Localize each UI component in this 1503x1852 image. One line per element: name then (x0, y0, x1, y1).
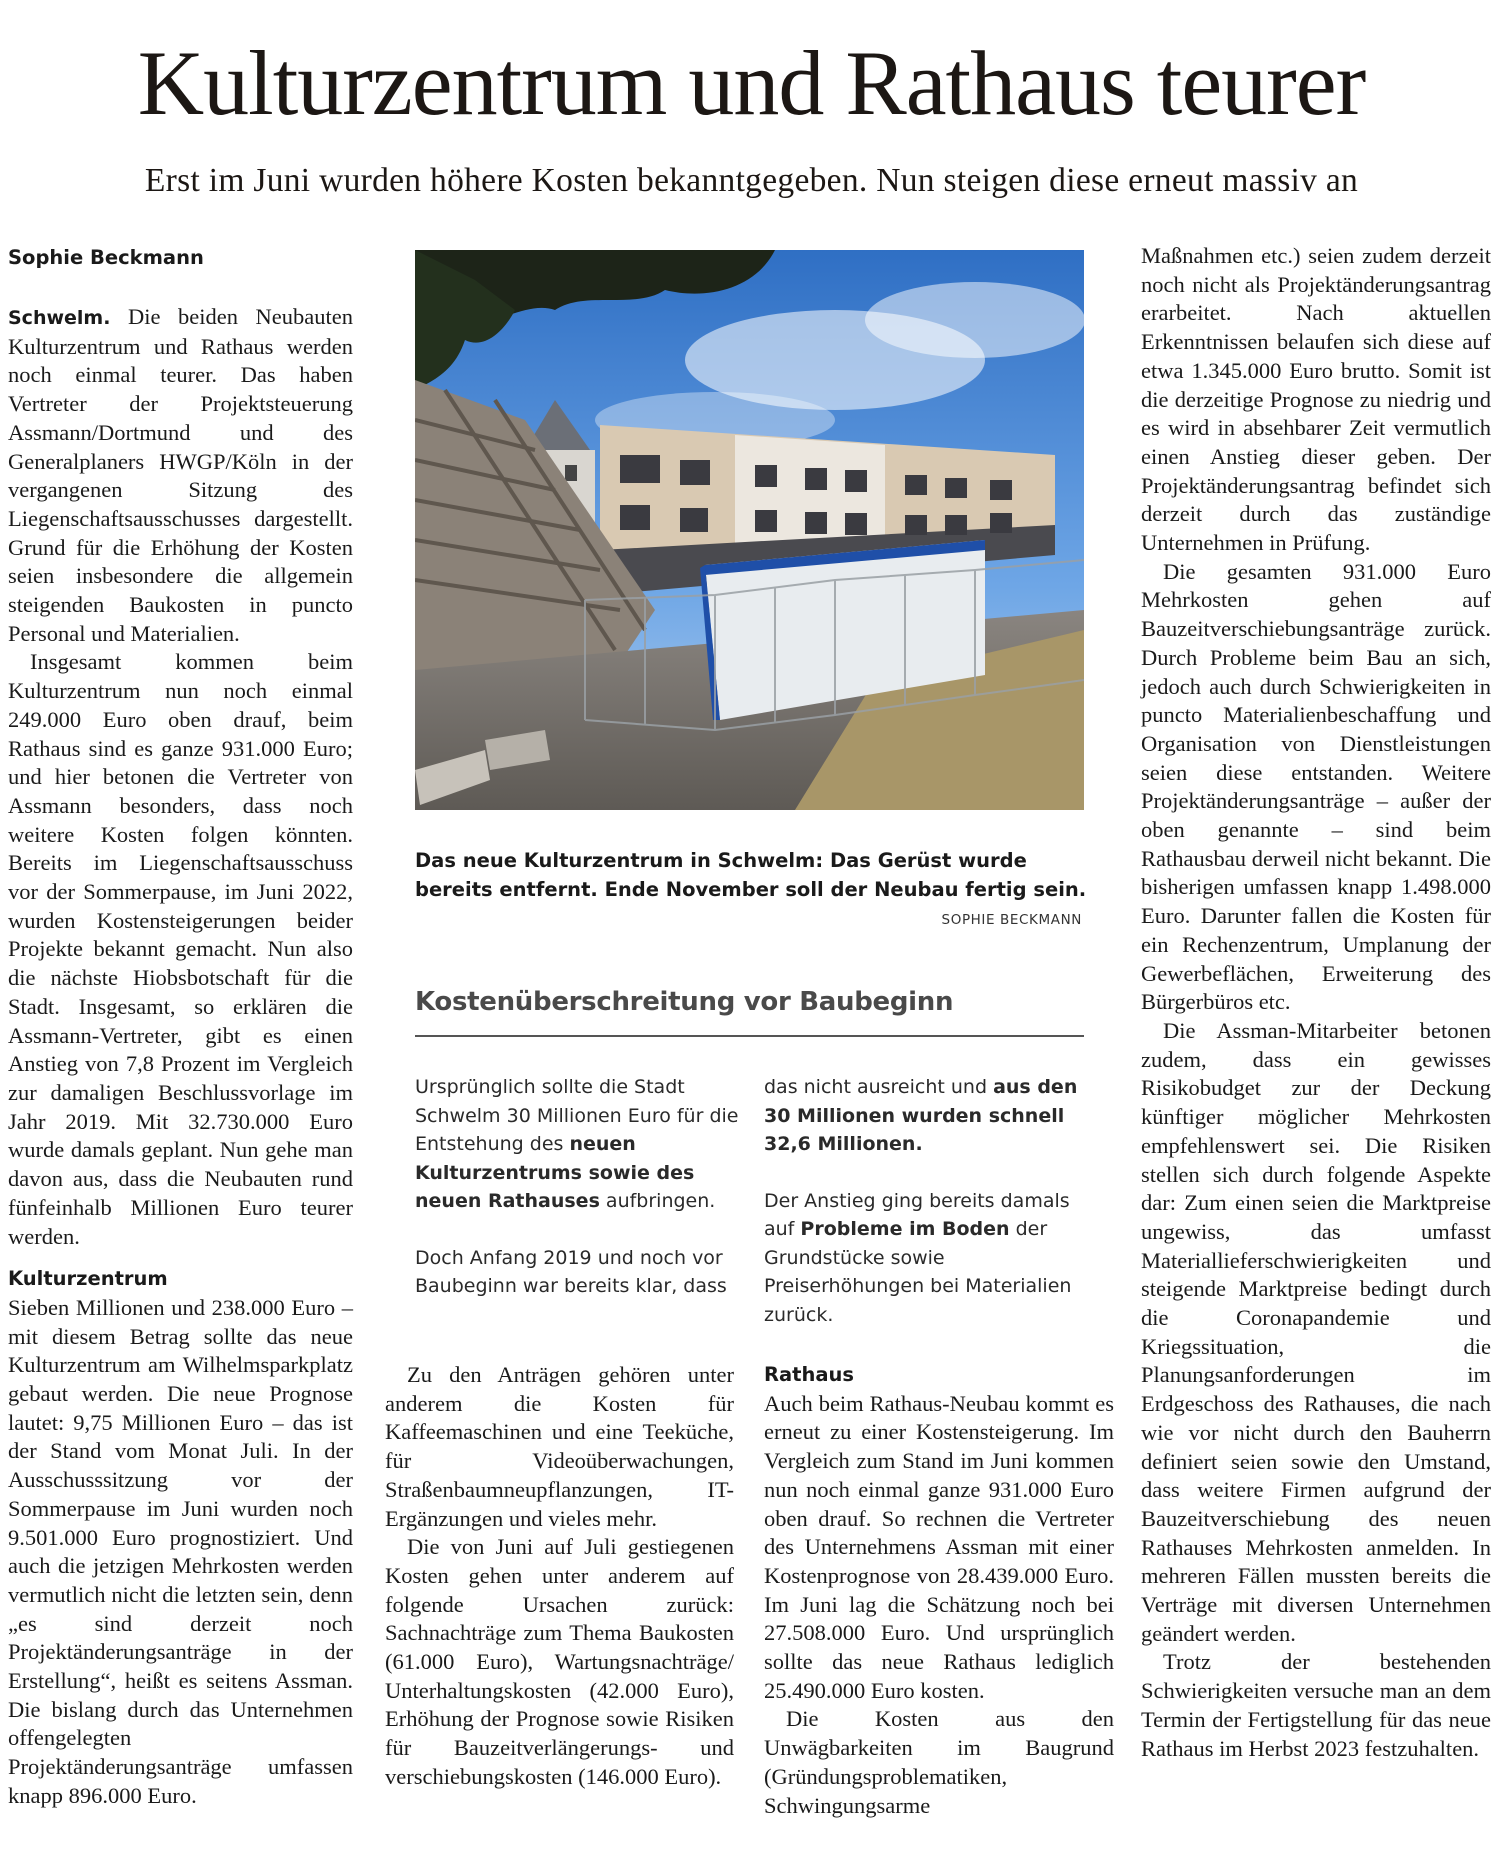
paragraph: Trotz der bestehenden Schwierigkeiten versuche man an dem Termin der Fertigstellung für das neue Rathaus im Herbst 2023 festzuhalten. (1141, 1649, 1491, 1761)
paragraph: Sieben Millionen und 238.000 Euro – mit diesem Betrag sollte das neue Kulturzentrum am Wilhelmsparkplatz gebaut werden. Die neue Prognose lautet: 9,75 Millionen Euro – das ist der Stand vom Monat Juli. In der Ausschusssitzung vor der Sommerpause im Juni wurden noch 9.501.000 Euro prognostiziert. Und auch die jetzigen Mehrkosten werden vermutlich nicht die letzten sein, denn „es sind derzeit noch Projektänderungsanträge in der Erstellung“, heißt es seitens Assman. Die bislang durch das Unternehmen offengelegten Projektänderungsanträge umfassen knapp 896.000 Euro. (8, 1294, 353, 1808)
infobox-paragraph: Doch Anfang 2019 und noch vor Baubeginn war bereits klar, dass (415, 1246, 727, 1297)
paragraph: Die von Juni auf Juli gestiegenen Kosten gehen unter anderem auf folgende Ursachen zurück: Sachnachträge zum Thema Baukosten (61.000 Euro), Wartungsnachträge/ Unterhaltungskosten (42.000 Euro), Erhöhung der Prognose sowie Risiken für Bauzeitverlängerungs- und verschiebungskosten (146.000 Euro). (385, 1534, 734, 1789)
construction-photo (415, 250, 1084, 810)
infobox-column-left (415, 1073, 745, 1329)
photo-credit: SOPHIE BECKMANN (941, 912, 1082, 928)
paragraph: Die Assman-Mitarbeiter betonen zudem, dass ein gewisses Risikobudget zur der Deckung künftiger möglicher Mehrkosten empfehlenswert sei. Die Risiken stellen sich durch folgende Aspekte dar: Zum einen seien die Marktpreise ungewiss, das umfasst Materiallieferschwierigkeiten und steigende Marktpreise bedingt durch die Coronapandemie und Kriegssituation, die Planungsanforderungen im Erdgeschoss des Rathauses, die nach wie vor nicht durch den Bauherrn definiert seien sowie den Umstand, dass weitere Firmen aufgrund der Bauzeitverschiebung des neuen Rathauses Mehrkosten anmelden. In mehreren Fällen mussten bereits die Verträge mit diversen Unternehmen geändert werden. (1141, 1017, 1491, 1646)
infobox-title: Kostenüberschreitung vor Baubeginn (415, 987, 954, 1017)
photo-caption: Das neue Kulturzentrum in Schwelm: Das Gerüst wurde bereits entfernt. Ende November soll der Neubau fertig sein. (415, 849, 1087, 901)
article-column-1 (8, 303, 353, 1811)
dateline: Schwelm. (8, 307, 111, 329)
subhead-rathaus: Rathaus (764, 1363, 855, 1386)
author-byline: Sophie Beckmann (8, 246, 204, 269)
intro-paragraph (8, 303, 353, 648)
intro-text: Die beiden Neubauten Kulturzentrum und Rathaus werden noch einmal teurer. Das haben Vertreter der Projektsteuerung Assmann/Dortmund und des Generalplaners HWGP/Köln in der vergangenen Sitzung des Liegenschaftsausschusses dargestellt. Grund für die Erhöhung der Kosten seien insbesondere die allgemein steigenden Baukosten in puncto Personal und Materialien. (8, 304, 354, 646)
article-column-3 (385, 1361, 734, 1792)
paragraph: Maßnahmen etc.) seien zudem derzeit noch nicht als Projektänderungsantrag erarbeitet. Nach aktuellen Erkenntnissen belaufen sich diese auf etwa 1.345.000 Euro brutto. Somit ist die derzeitige Prognose zu niedrig und es wird in absehbarer Zeit vermutlich einen Anstieg dieser geben. Der Projektänderungsantrag befindet sich derzeit durch das zuständige Unternehmen in Prüfung. (1141, 243, 1491, 556)
infobox-paragraph: Ursprünglich sollte die Stadt Schwelm 30 Millionen Euro für die Entstehung des neuen Kulturzentrums sowie des neuen Rathauses aufbringen. (415, 1076, 739, 1212)
paragraph: Die Kosten aus den Unwägbarkeiten im Baugrund (Gründungsproblematiken, Schwingungsarme (764, 1706, 1114, 1818)
paragraph: Die gesamten 931.000 Euro Mehrkosten gehen auf Bauzeitverschiebungsanträge zurück. Durch Probleme beim Bau an sich, jedoch auch durch Schwierigkeiten in puncto Materialienbeschaffung und Organisation von Dienstleistungen seien diese entstanden. Weitere Projektänderungsanträge – außer der oben genannte – sind beim Rathausbau derweil nicht bekannt. Die bisherigen umfassen knapp 1.498.000 Euro. Darunter fallen die Kosten für ein Rechenzentrum, Umplanung der Gewerbeflächen, Erweiterung des Bürgerbüros etc. (1141, 558, 1491, 1015)
subhead-kulturzentrum: Kulturzentrum (8, 1267, 168, 1291)
headline: Kulturzentrum und Rathaus teurer (137, 32, 1366, 134)
infobox-column-right (764, 1073, 1104, 1357)
paragraph: Auch beim Rathaus-Neubau kommt es erneut zu einer Kostensteigerung. Im Vergleich zum Stand im Juni kommen nun noch einmal ganze 931.000 Euro oben drauf. So rechnen die Vertreter des Unternehmens Assman mit einer Kostenprognose von 28.439.000 Euro. Im Juni lag die Schätzung noch bei 27.508.000 Euro. Und ursprünglich sollte das neue Rathaus lediglich 25.490.000 Euro kosten. (764, 1390, 1114, 1703)
infobox-divider (415, 1035, 1084, 1037)
article-column-5 (1141, 242, 1491, 1763)
infobox-paragraph: Der Anstieg ging bereits damals auf Probleme im Boden der Grundstücke sowie Preiserhöhungen bei Materialien zurück. (764, 1189, 1072, 1326)
infobox-emphasis: Probleme im Boden (800, 1218, 1010, 1240)
infobox-emphasis: aus den 30 Millionen wurden schnell 32,6 Millionen. (764, 1076, 1078, 1155)
paragraph: Zu den Anträgen gehören unter anderem die Kosten für Kaffeemaschinen und eine Teeküche, für Videoüberwachungen, Straßenbaumneupflanzungen, IT-Ergänzungen und vieles mehr. (385, 1362, 734, 1531)
paragraph: Insgesamt kommen beim Kulturzentrum nun noch einmal 249.000 Euro oben drauf, beim Rathaus sind es ganze 931.000 Euro; und hier betonen die Vertreter von Assmann besonders, dass noch weitere Kosten folgen könnten. Bereits im Liegenschaftsausschuss vor der Sommerpause, im Juni 2022, wurden Kostensteigerungen beider Projekte bekannt gemacht. Nun also die nächste Hiobsbotschaft für die Stadt. Insgesamt, so erklären die Assmann-Vertreter, gibt es einen Anstieg von 7,8 Prozent im Vergleich zur damaligen Beschlussvorlage im Jahr 2019. Mit 32.730.000 Euro wurde damals geplant. Nun gehe man davon aus, dass die Neubauten rund fünfeinhalb Millionen Euro teurer werden. (8, 649, 353, 1249)
article-column-4 (764, 1361, 1114, 1820)
subheadline: Erst im Juni wurden höhere Kosten bekanntgegeben. Nun steigen diese erneut massiv an (144, 162, 1359, 199)
infobox-paragraph: das nicht ausreicht und aus den 30 Millionen wurden schnell 32,6 Millionen. (764, 1076, 1078, 1155)
infobox-emphasis: neuen Kulturzentrums sowie des neuen Rathauses (415, 1133, 695, 1212)
